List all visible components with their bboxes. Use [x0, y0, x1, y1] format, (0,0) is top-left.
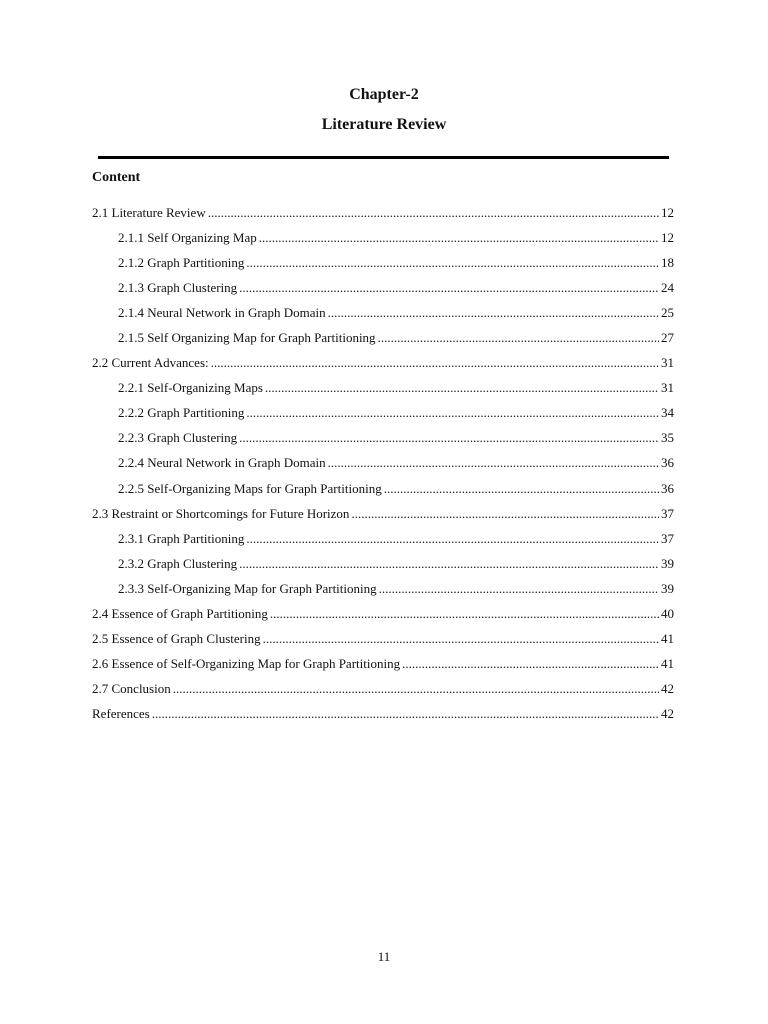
toc-entry: [92, 325, 674, 350]
toc-entry-page: 37: [661, 530, 674, 546]
table-of-contents: [92, 200, 674, 727]
horizontal-rule: [98, 156, 669, 159]
toc-entry: [92, 576, 674, 601]
toc-entry-page: 31: [661, 380, 674, 396]
toc-entry-page: 31: [661, 355, 674, 371]
toc-dot-leader: [259, 230, 659, 246]
toc-entry: [92, 376, 674, 401]
toc-entry-title: 2.2.2 Graph Partitioning: [118, 405, 245, 421]
toc-dot-leader: [246, 531, 659, 547]
toc-entry: [92, 300, 674, 325]
toc-entry-page: 34: [661, 405, 674, 421]
toc-dot-leader: [152, 706, 659, 722]
chapter-title: Literature Review: [321, 116, 447, 133]
toc-entry-title: 2.6 Essence of Self-Organizing Map for Graph Partitioning: [92, 656, 401, 672]
toc-entry-page: 39: [661, 555, 674, 571]
toc-dot-leader: [239, 430, 659, 446]
toc-entry-page: 12: [661, 229, 674, 245]
toc-entry-title: 2.2.4 Neural Network in Graph Domain: [118, 455, 326, 471]
toc-dot-leader: [402, 656, 659, 672]
toc-entry: [92, 677, 674, 702]
toc-entry: [92, 602, 674, 627]
toc-dot-leader: [211, 355, 659, 371]
toc-entry-title: 2.1.4 Neural Network in Graph Domain: [118, 304, 326, 320]
toc-entry: [92, 702, 674, 727]
toc-entry-title: 2.2.3 Graph Clustering: [118, 430, 238, 446]
toc-dot-leader: [208, 205, 659, 221]
toc-entry: [92, 501, 674, 526]
toc-entry-page: 36: [661, 455, 674, 471]
toc-entry-page: 27: [661, 330, 674, 346]
toc-entry-title: 2.2.5 Self-Organizing Maps for Graph Partitioning: [118, 480, 382, 496]
toc-entry-page: 12: [661, 204, 674, 220]
toc-entry: [92, 551, 674, 576]
toc-entry-title: 2.4 Essence of Graph Partitioning: [92, 606, 268, 622]
toc-entry: [92, 200, 674, 225]
toc-dot-leader: [239, 556, 659, 572]
toc-dot-leader: [239, 280, 659, 296]
toc-entry-page: 41: [661, 656, 674, 672]
toc-dot-leader: [246, 255, 659, 271]
toc-entry-title: 2.1.3 Graph Clustering: [118, 279, 238, 295]
toc-entry-page: 42: [661, 706, 674, 722]
toc-entry: [92, 401, 674, 426]
toc-entry-title: 2.1.2 Graph Partitioning: [118, 254, 245, 270]
toc-dot-leader: [270, 606, 659, 622]
toc-entry-title: 2.3.3 Self-Organizing Map for Graph Partitioning: [118, 580, 377, 596]
toc-entry-page: 37: [661, 505, 674, 521]
toc-dot-leader: [265, 380, 659, 396]
toc-entry: [92, 451, 674, 476]
toc-entry-title: 2.1.1 Self Organizing Map: [118, 229, 257, 245]
toc-entry-page: 41: [661, 631, 674, 647]
toc-entry: [92, 526, 674, 551]
toc-entry: [92, 250, 674, 275]
content-heading: Content: [92, 170, 141, 185]
toc-entry-page: 40: [661, 606, 674, 622]
toc-entry: [92, 627, 674, 652]
toc-entry: [92, 351, 674, 376]
toc-entry: [92, 652, 674, 677]
toc-entry-page: 35: [661, 430, 674, 446]
toc-entry-title: 2.5 Essence of Graph Clustering: [92, 631, 261, 647]
toc-entry-page: 25: [661, 304, 674, 320]
toc-entry-title: 2.1 Literature Review: [92, 204, 206, 220]
toc-entry-title: 2.3.1 Graph Partitioning: [118, 530, 245, 546]
toc-dot-leader: [328, 305, 659, 321]
toc-dot-leader: [378, 330, 659, 346]
toc-entry-title: 2.2 Current Advances:: [92, 355, 209, 371]
toc-entry-title: 2.3 Restraint or Shortcomings for Future Horizon: [92, 505, 350, 521]
toc-entry-title: 2.3.2 Graph Clustering: [118, 555, 238, 571]
toc-dot-leader: [384, 481, 659, 497]
toc-entry-page: 42: [661, 681, 674, 697]
toc-entry: [92, 225, 674, 250]
toc-entry-title: 2.7 Conclusion: [92, 681, 171, 697]
page-number: 11: [377, 949, 391, 964]
toc-dot-leader: [263, 631, 659, 647]
toc-entry-page: 24: [661, 279, 674, 295]
toc-dot-leader: [379, 581, 659, 597]
toc-dot-leader: [173, 681, 659, 697]
toc-entry-page: 18: [661, 254, 674, 270]
toc-entry-title: 2.2.1 Self-Organizing Maps: [118, 380, 263, 396]
toc-dot-leader: [246, 405, 659, 421]
toc-dot-leader: [351, 506, 659, 522]
toc-dot-leader: [328, 455, 659, 471]
toc-entry: [92, 426, 674, 451]
toc-entry-title: 2.1.5 Self Organizing Map for Graph Partitioning: [118, 330, 376, 346]
toc-entry-title: References: [92, 706, 150, 722]
toc-entry: [92, 275, 674, 300]
toc-entry-page: 36: [661, 480, 674, 496]
toc-entry-page: 39: [661, 580, 674, 596]
chapter-label: Chapter-2: [349, 86, 419, 103]
toc-entry: [92, 476, 674, 501]
